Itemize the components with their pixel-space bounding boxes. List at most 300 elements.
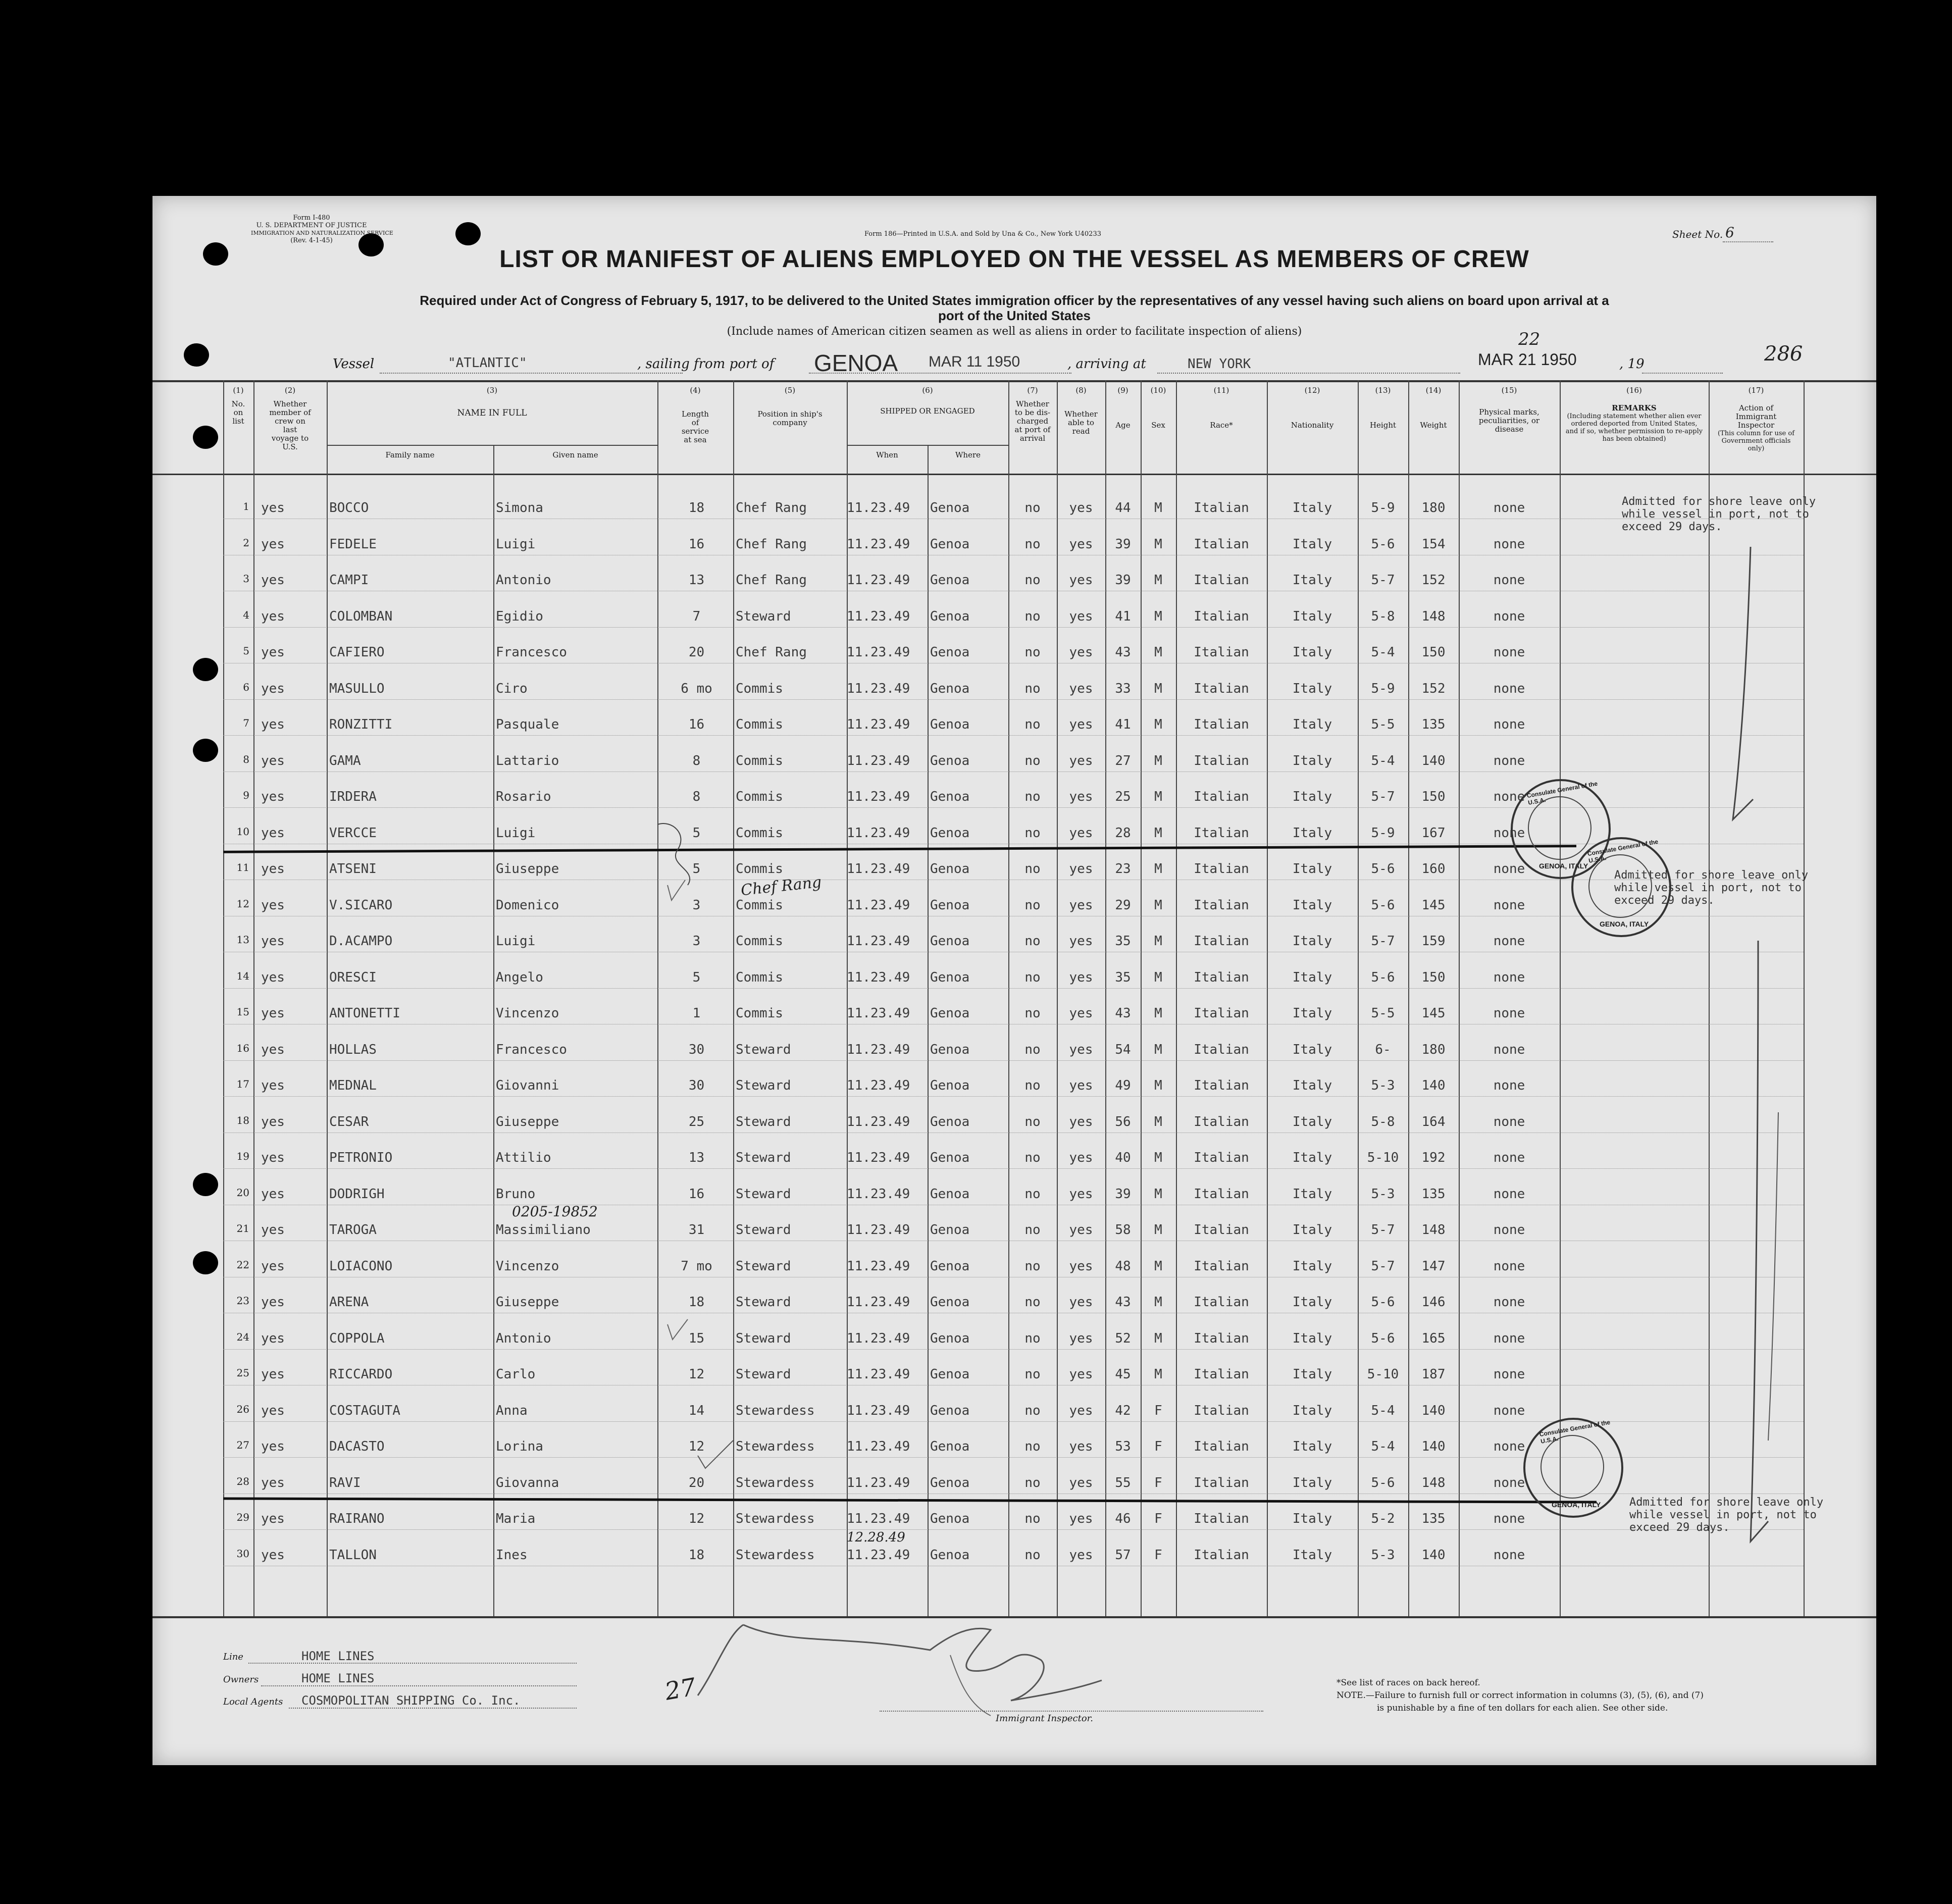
row14-number-note: 0205-19852 [512, 1203, 598, 1220]
cell-discharged: no [1024, 1367, 1041, 1382]
cell-weight: 145 [1421, 1006, 1446, 1021]
cell-able-to-read: yes [1069, 753, 1093, 768]
cell-list-no: 21 [236, 1222, 249, 1234]
cell-weight: 135 [1421, 1511, 1446, 1526]
cell-physical-marks: none [1493, 1078, 1525, 1093]
cell-discharged: no [1024, 1258, 1041, 1274]
cell-given-name: Luigi [496, 825, 536, 841]
cell-age: 43 [1115, 1006, 1131, 1021]
punch-hole [455, 222, 481, 245]
consulate-stamp: Consulate General of the U.S.A. GENOA, ITALY [1523, 1418, 1623, 1518]
cell-service-length: 12 [688, 1439, 705, 1454]
cell-weight: 150 [1421, 969, 1446, 985]
cell-shipped-where: Genoa [930, 861, 970, 877]
cell-list-no: 25 [236, 1367, 249, 1379]
cell-family-name: MEDNAL [329, 1078, 377, 1093]
cell-physical-marks: none [1493, 1511, 1525, 1526]
cell-shipped-when: 11.23.49 [847, 1295, 910, 1310]
cell-discharged: no [1024, 1114, 1041, 1129]
cell-discharged: no [1024, 1439, 1041, 1454]
cell-physical-marks: none [1493, 969, 1525, 985]
cell-last-voyage: yes [261, 1150, 285, 1165]
cell-nationality: Italy [1292, 753, 1332, 768]
cell-race: Italian [1194, 1078, 1249, 1093]
cell-physical-marks: none [1493, 1367, 1525, 1382]
cell-discharged: no [1024, 500, 1041, 516]
cell-age: 46 [1115, 1511, 1131, 1526]
cell-sex: M [1154, 1295, 1162, 1310]
cell-discharged: no [1024, 1295, 1041, 1310]
cell-weight: 150 [1421, 645, 1446, 660]
cell-age: 52 [1115, 1330, 1131, 1346]
cell-physical-marks: none [1493, 1186, 1525, 1202]
cell-given-name: Angelo [496, 969, 543, 985]
cell-able-to-read: yes [1069, 645, 1093, 660]
cell-able-to-read: yes [1069, 1330, 1093, 1346]
cell-family-name: TAROGA [329, 1222, 377, 1238]
cell-height: 5-9 [1371, 500, 1395, 516]
cell-position: Chef Rang [736, 536, 807, 552]
cell-given-name: Antonio [496, 573, 551, 588]
cell-service-length: 1 [692, 1006, 701, 1021]
arrival-port: NEW YORK [1188, 356, 1251, 372]
col11-header: (11) Race* [1210, 386, 1233, 430]
cell-race: Italian [1194, 934, 1249, 949]
cell-service-length: 8 [692, 753, 701, 768]
cell-age: 56 [1115, 1114, 1131, 1129]
cell-sex: M [1154, 861, 1162, 877]
cell-shipped-when: 11.23.49 [847, 861, 910, 877]
cell-physical-marks: none [1493, 1330, 1525, 1346]
cell-race: Italian [1194, 1547, 1249, 1563]
cell-race: Italian [1194, 681, 1249, 696]
cell-shipped-where: Genoa [930, 934, 970, 949]
cell-last-voyage: yes [261, 500, 285, 516]
vessel-label: Vessel [333, 356, 375, 372]
cell-service-length: 18 [688, 1547, 705, 1563]
cell-service-length: 31 [688, 1222, 705, 1238]
cell-last-voyage: yes [261, 1295, 285, 1310]
cell-able-to-read: yes [1069, 1258, 1093, 1274]
cell-last-voyage: yes [261, 1403, 285, 1418]
cell-race: Italian [1194, 717, 1249, 732]
cell-weight: 140 [1421, 1078, 1446, 1093]
cell-nationality: Italy [1292, 645, 1332, 660]
cell-family-name: RAIRANO [329, 1511, 385, 1526]
consulate-stamp: Consulate General of the U.S.A. GENOA, ITALY [1511, 779, 1611, 879]
cell-family-name: COPPOLA [329, 1330, 385, 1346]
cell-shipped-when: 11.23.49 [847, 1042, 910, 1057]
cell-position: Commis [736, 1006, 783, 1021]
col14-header: (14) Weight [1420, 386, 1447, 430]
cell-shipped-where: Genoa [930, 608, 970, 624]
sailing-port: GENOA [814, 350, 898, 376]
cell-sex: F [1154, 1511, 1162, 1526]
cell-sex: M [1154, 573, 1162, 588]
cell-race: Italian [1194, 1475, 1249, 1490]
cell-list-no: 6 [243, 681, 249, 693]
cell-height: 5-6 [1371, 861, 1395, 877]
required-line-2: port of the United States [938, 308, 1091, 323]
cell-height: 5-4 [1371, 645, 1395, 660]
cell-list-no: 11 [236, 861, 249, 873]
cell-list-no: 23 [236, 1295, 249, 1307]
sheet-no-value: 6 [1725, 224, 1734, 241]
cell-list-no: 22 [236, 1258, 249, 1271]
cell-given-name: Maria [496, 1511, 536, 1526]
cell-age: 45 [1115, 1367, 1131, 1382]
cell-age: 35 [1115, 969, 1131, 985]
cell-given-name: Carlo [496, 1367, 536, 1382]
cell-race: Italian [1194, 500, 1249, 516]
arrival-date: MAR 21 1950 [1478, 350, 1577, 369]
cell-age: 41 [1115, 717, 1131, 732]
cell-height: 5-3 [1371, 1547, 1395, 1563]
cell-shipped-where: Genoa [930, 1439, 970, 1454]
cell-last-voyage: yes [261, 861, 285, 877]
cell-service-length: 14 [688, 1403, 705, 1418]
cell-service-length: 16 [688, 717, 705, 732]
cell-list-no: 14 [236, 969, 249, 982]
cell-given-name: Anna [496, 1403, 528, 1418]
cell-shipped-where: Genoa [930, 1042, 970, 1057]
cell-nationality: Italy [1292, 969, 1332, 985]
cell-shipped-where: Genoa [930, 753, 970, 768]
row24-date-note: 12.28.49 [847, 1530, 905, 1545]
cell-physical-marks: none [1493, 645, 1525, 660]
cell-sex: M [1154, 1078, 1162, 1093]
cell-weight: 140 [1421, 1439, 1446, 1454]
cell-weight: 167 [1421, 825, 1446, 841]
cell-shipped-when: 11.23.49 [847, 969, 910, 985]
cell-age: 54 [1115, 1042, 1131, 1057]
cell-given-name: Luigi [496, 934, 536, 949]
cell-able-to-read: yes [1069, 825, 1093, 841]
agents-value: COSMOPOLITAN SHIPPING Co. Inc. [301, 1693, 521, 1708]
cell-height: 5-5 [1371, 1006, 1395, 1021]
cell-shipped-when: 11.23.49 [847, 1547, 910, 1563]
cell-nationality: Italy [1292, 536, 1332, 552]
cell-service-length: 15 [688, 1330, 705, 1346]
col3-family-header: Family name [385, 450, 435, 459]
cell-list-no: 1 [243, 500, 249, 512]
cell-age: 29 [1115, 897, 1131, 913]
cell-shipped-where: Genoa [930, 500, 970, 516]
cell-list-no: 17 [236, 1078, 249, 1090]
cell-shipped-where: Genoa [930, 1511, 970, 1526]
cell-able-to-read: yes [1069, 1222, 1093, 1238]
pen-strokes [152, 380, 1876, 1622]
cell-list-no: 13 [236, 934, 249, 946]
cell-sex: M [1154, 1150, 1162, 1165]
cell-discharged: no [1024, 753, 1041, 768]
cell-service-length: 7 mo [681, 1258, 712, 1274]
cell-physical-marks: none [1493, 1475, 1525, 1490]
cell-weight: 180 [1421, 500, 1446, 516]
cell-position: Stewardess [736, 1403, 815, 1418]
cell-race: Italian [1194, 1222, 1249, 1238]
cell-race: Italian [1194, 753, 1249, 768]
cell-last-voyage: yes [261, 1042, 285, 1057]
cell-family-name: RICCARDO [329, 1367, 393, 1382]
cell-height: 5-7 [1371, 1258, 1395, 1274]
cell-discharged: no [1024, 1403, 1041, 1418]
cell-shipped-where: Genoa [930, 1114, 970, 1129]
remark-3: Admitted for shore leave only while vessel in port, not to exceed 29 days. [1629, 1496, 1824, 1534]
cell-race: Italian [1194, 1439, 1249, 1454]
cell-family-name: D.ACAMPO [329, 934, 393, 949]
cell-physical-marks: none [1493, 1403, 1525, 1418]
cell-family-name: GAMA [329, 753, 361, 768]
cell-list-no: 5 [243, 645, 249, 657]
cell-family-name: COLOMBAN [329, 608, 393, 624]
cell-physical-marks: none [1493, 934, 1525, 949]
cell-able-to-read: yes [1069, 1186, 1093, 1202]
arrival-date-correction: 22 [1518, 329, 1540, 349]
cell-age: 23 [1115, 861, 1131, 877]
cell-nationality: Italy [1292, 1222, 1332, 1238]
cell-able-to-read: yes [1069, 681, 1093, 696]
row6-position-note: Chef Rang [740, 873, 823, 900]
include-line: (Include names of American citizen seamen as well as aliens in order to facilitate inspection of aliens) [727, 325, 1302, 338]
cell-shipped-where: Genoa [930, 969, 970, 985]
cell-discharged: no [1024, 1078, 1041, 1093]
cell-discharged: no [1024, 1330, 1041, 1346]
cell-shipped-when: 11.23.49 [847, 608, 910, 624]
cell-family-name: FEDELE [329, 536, 377, 552]
cell-discharged: no [1024, 1475, 1041, 1490]
cell-discharged: no [1024, 1222, 1041, 1238]
cell-height: 5-8 [1371, 608, 1395, 624]
cell-able-to-read: yes [1069, 1403, 1093, 1418]
cell-nationality: Italy [1292, 1547, 1332, 1563]
owners-value: HOME LINES [301, 1671, 375, 1685]
cell-list-no: 24 [236, 1330, 249, 1343]
penalty-note: NOTE.—Failure to furnish full or correct information in columns (3), (5), (6), and (7) [1337, 1690, 1704, 1701]
vessel-name: "ATLANTIC" [448, 355, 527, 371]
cell-race: Italian [1194, 1114, 1249, 1129]
cell-position: Steward [736, 1258, 791, 1274]
cell-last-voyage: yes [261, 1367, 285, 1382]
cell-sex: M [1154, 500, 1162, 516]
cell-able-to-read: yes [1069, 1547, 1093, 1563]
cell-able-to-read: yes [1069, 1295, 1093, 1310]
cell-able-to-read: yes [1069, 934, 1093, 949]
cell-shipped-where: Genoa [930, 1078, 970, 1093]
cell-shipped-when: 11.23.49 [847, 897, 910, 913]
cell-weight: 152 [1421, 573, 1446, 588]
cell-race: Italian [1194, 1042, 1249, 1057]
cell-service-length: 18 [688, 1295, 705, 1310]
cell-nationality: Italy [1292, 1330, 1332, 1346]
cell-race: Italian [1194, 969, 1249, 985]
cell-sex: M [1154, 825, 1162, 841]
cell-shipped-when: 11.23.49 [847, 645, 910, 660]
cell-shipped-when: 11.23.49 [847, 500, 910, 516]
cell-list-no: 20 [236, 1186, 249, 1199]
cell-position: Stewardess [736, 1475, 815, 1490]
year-label: , 19 [1619, 356, 1645, 372]
cell-sex: M [1154, 934, 1162, 949]
sheet-no-label: Sheet No. [1672, 228, 1723, 240]
cell-service-length: 12 [688, 1367, 705, 1382]
cell-position: Stewardess [736, 1511, 815, 1526]
cell-weight: 148 [1421, 608, 1446, 624]
cell-sex: M [1154, 536, 1162, 552]
cell-given-name: Domenico [496, 897, 559, 913]
cell-race: Italian [1194, 1006, 1249, 1021]
cell-discharged: no [1024, 573, 1041, 588]
cell-race: Italian [1194, 789, 1249, 804]
cell-height: 5-2 [1371, 1511, 1395, 1526]
cell-age: 55 [1115, 1475, 1131, 1490]
cell-race: Italian [1194, 1258, 1249, 1274]
cell-given-name: Lattario [496, 753, 559, 768]
cell-able-to-read: yes [1069, 1078, 1093, 1093]
col8-header: (8) Whether able to read [1064, 386, 1098, 436]
cell-shipped-where: Genoa [930, 573, 970, 588]
cell-list-no: 2 [243, 536, 249, 549]
cell-family-name: ORESCI [329, 969, 377, 985]
cell-age: 49 [1115, 1078, 1131, 1093]
cell-height: 5-6 [1371, 1330, 1395, 1346]
cell-height: 5-9 [1371, 825, 1395, 841]
cell-height: 5-5 [1371, 717, 1395, 732]
cell-service-length: 8 [692, 789, 701, 804]
cell-last-voyage: yes [261, 1547, 285, 1563]
cell-age: 27 [1115, 753, 1131, 768]
cell-nationality: Italy [1292, 1403, 1332, 1418]
col7-header: (7) Whether to be dis-charged at port of arrival [1014, 386, 1051, 443]
cell-service-length: 13 [688, 573, 705, 588]
col4-header: (4) Length of service at sea [681, 386, 709, 444]
cell-family-name: MASULLO [329, 681, 385, 696]
cell-last-voyage: yes [261, 1439, 285, 1454]
cell-sex: M [1154, 897, 1162, 913]
cell-age: 25 [1115, 789, 1131, 804]
cell-physical-marks: none [1493, 825, 1525, 841]
cell-height: 5-10 [1367, 1150, 1399, 1165]
cell-able-to-read: yes [1069, 1114, 1093, 1129]
cell-physical-marks: none [1493, 1006, 1525, 1021]
cell-shipped-when: 11.23.49 [847, 1330, 910, 1346]
cell-given-name: Giuseppe [496, 861, 559, 877]
cell-shipped-when: 11.23.49 [847, 1511, 910, 1526]
cell-weight: 165 [1421, 1330, 1446, 1346]
cell-able-to-read: yes [1069, 500, 1093, 516]
cell-given-name: Giovanna [496, 1475, 559, 1490]
cell-height: 5-7 [1371, 789, 1395, 804]
line-value: HOME LINES [301, 1649, 375, 1663]
remark-2: Admitted for shore leave only while vessel in port, not to exceed 29 days. [1614, 869, 1809, 907]
cell-shipped-where: Genoa [930, 1222, 970, 1238]
cell-discharged: no [1024, 1042, 1041, 1057]
cell-physical-marks: none [1493, 536, 1525, 552]
cell-position: Commis [736, 825, 783, 841]
cell-family-name: LOIACONO [329, 1258, 393, 1274]
cell-position: Stewardess [736, 1439, 815, 1454]
cell-shipped-where: Genoa [930, 1186, 970, 1202]
cell-position: Chef Rang [736, 645, 807, 660]
cell-position: Chef Rang [736, 500, 807, 516]
cell-physical-marks: none [1493, 861, 1525, 877]
cell-race: Italian [1194, 897, 1249, 913]
cell-given-name: Pasquale [496, 717, 559, 732]
col1-header: (1) No. on list [231, 386, 245, 426]
cell-given-name: Francesco [496, 1042, 567, 1057]
cell-service-length: 5 [692, 825, 701, 841]
cell-given-name: Giuseppe [496, 1295, 559, 1310]
cell-nationality: Italy [1292, 1042, 1332, 1057]
cell-race: Italian [1194, 536, 1249, 552]
cell-nationality: Italy [1292, 717, 1332, 732]
cell-family-name: ATSENI [329, 861, 377, 877]
cell-last-voyage: yes [261, 753, 285, 768]
cell-list-no: 19 [236, 1150, 249, 1162]
cell-list-no: 4 [243, 608, 249, 621]
col13-header: (13) Height [1369, 386, 1397, 430]
cell-physical-marks: none [1493, 753, 1525, 768]
col12-header: (12) Nationality [1291, 386, 1334, 430]
cell-age: 42 [1115, 1403, 1131, 1418]
cell-shipped-when: 11.23.49 [847, 934, 910, 949]
cell-service-length: 6 mo [681, 681, 712, 696]
cell-given-name: Giuseppe [496, 1114, 559, 1129]
cell-family-name: CAMPI [329, 573, 369, 588]
cell-age: 33 [1115, 681, 1131, 696]
cell-shipped-where: Genoa [930, 536, 970, 552]
cell-physical-marks: none [1493, 573, 1525, 588]
cell-service-length: 16 [688, 536, 705, 552]
cell-given-name: Lorina [496, 1439, 543, 1454]
cell-list-no: 29 [236, 1511, 249, 1523]
cell-position: Commis [736, 861, 783, 877]
line-label: Line [223, 1652, 243, 1662]
cell-race: Italian [1194, 645, 1249, 660]
cell-discharged: no [1024, 536, 1041, 552]
cell-given-name: Vincenzo [496, 1006, 559, 1021]
cell-nationality: Italy [1292, 1511, 1332, 1526]
cell-sex: M [1154, 645, 1162, 660]
cell-list-no: 10 [236, 825, 249, 838]
cell-last-voyage: yes [261, 1186, 285, 1202]
cell-weight: 140 [1421, 1403, 1446, 1418]
cell-height: 5-7 [1371, 934, 1395, 949]
cell-list-no: 30 [236, 1547, 249, 1560]
cell-last-voyage: yes [261, 1078, 285, 1093]
cell-height: 5-3 [1371, 1186, 1395, 1202]
cell-shipped-when: 11.23.49 [847, 1403, 910, 1418]
cell-shipped-where: Genoa [930, 1150, 970, 1165]
cell-last-voyage: yes [261, 573, 285, 588]
cell-shipped-when: 11.23.49 [847, 1367, 910, 1382]
cell-able-to-read: yes [1069, 1439, 1093, 1454]
cell-weight: 148 [1421, 1475, 1446, 1490]
cell-family-name: BOCCO [329, 500, 369, 516]
cell-age: 44 [1115, 500, 1131, 516]
cell-given-name: Simona [496, 500, 543, 516]
cell-discharged: no [1024, 1150, 1041, 1165]
cell-nationality: Italy [1292, 1295, 1332, 1310]
cell-given-name: Ciro [496, 681, 528, 696]
cell-list-no: 27 [236, 1439, 249, 1451]
cell-given-name: Antonio [496, 1330, 551, 1346]
inspector-signature [688, 1615, 1142, 1726]
col5-header: (5) Position in ship's company [757, 386, 823, 427]
cell-discharged: no [1024, 1547, 1041, 1563]
col17-header: (17) Action of Immigrant Inspector (This column for use of Government officials only) [1717, 386, 1795, 452]
cell-position: Steward [736, 1150, 791, 1165]
